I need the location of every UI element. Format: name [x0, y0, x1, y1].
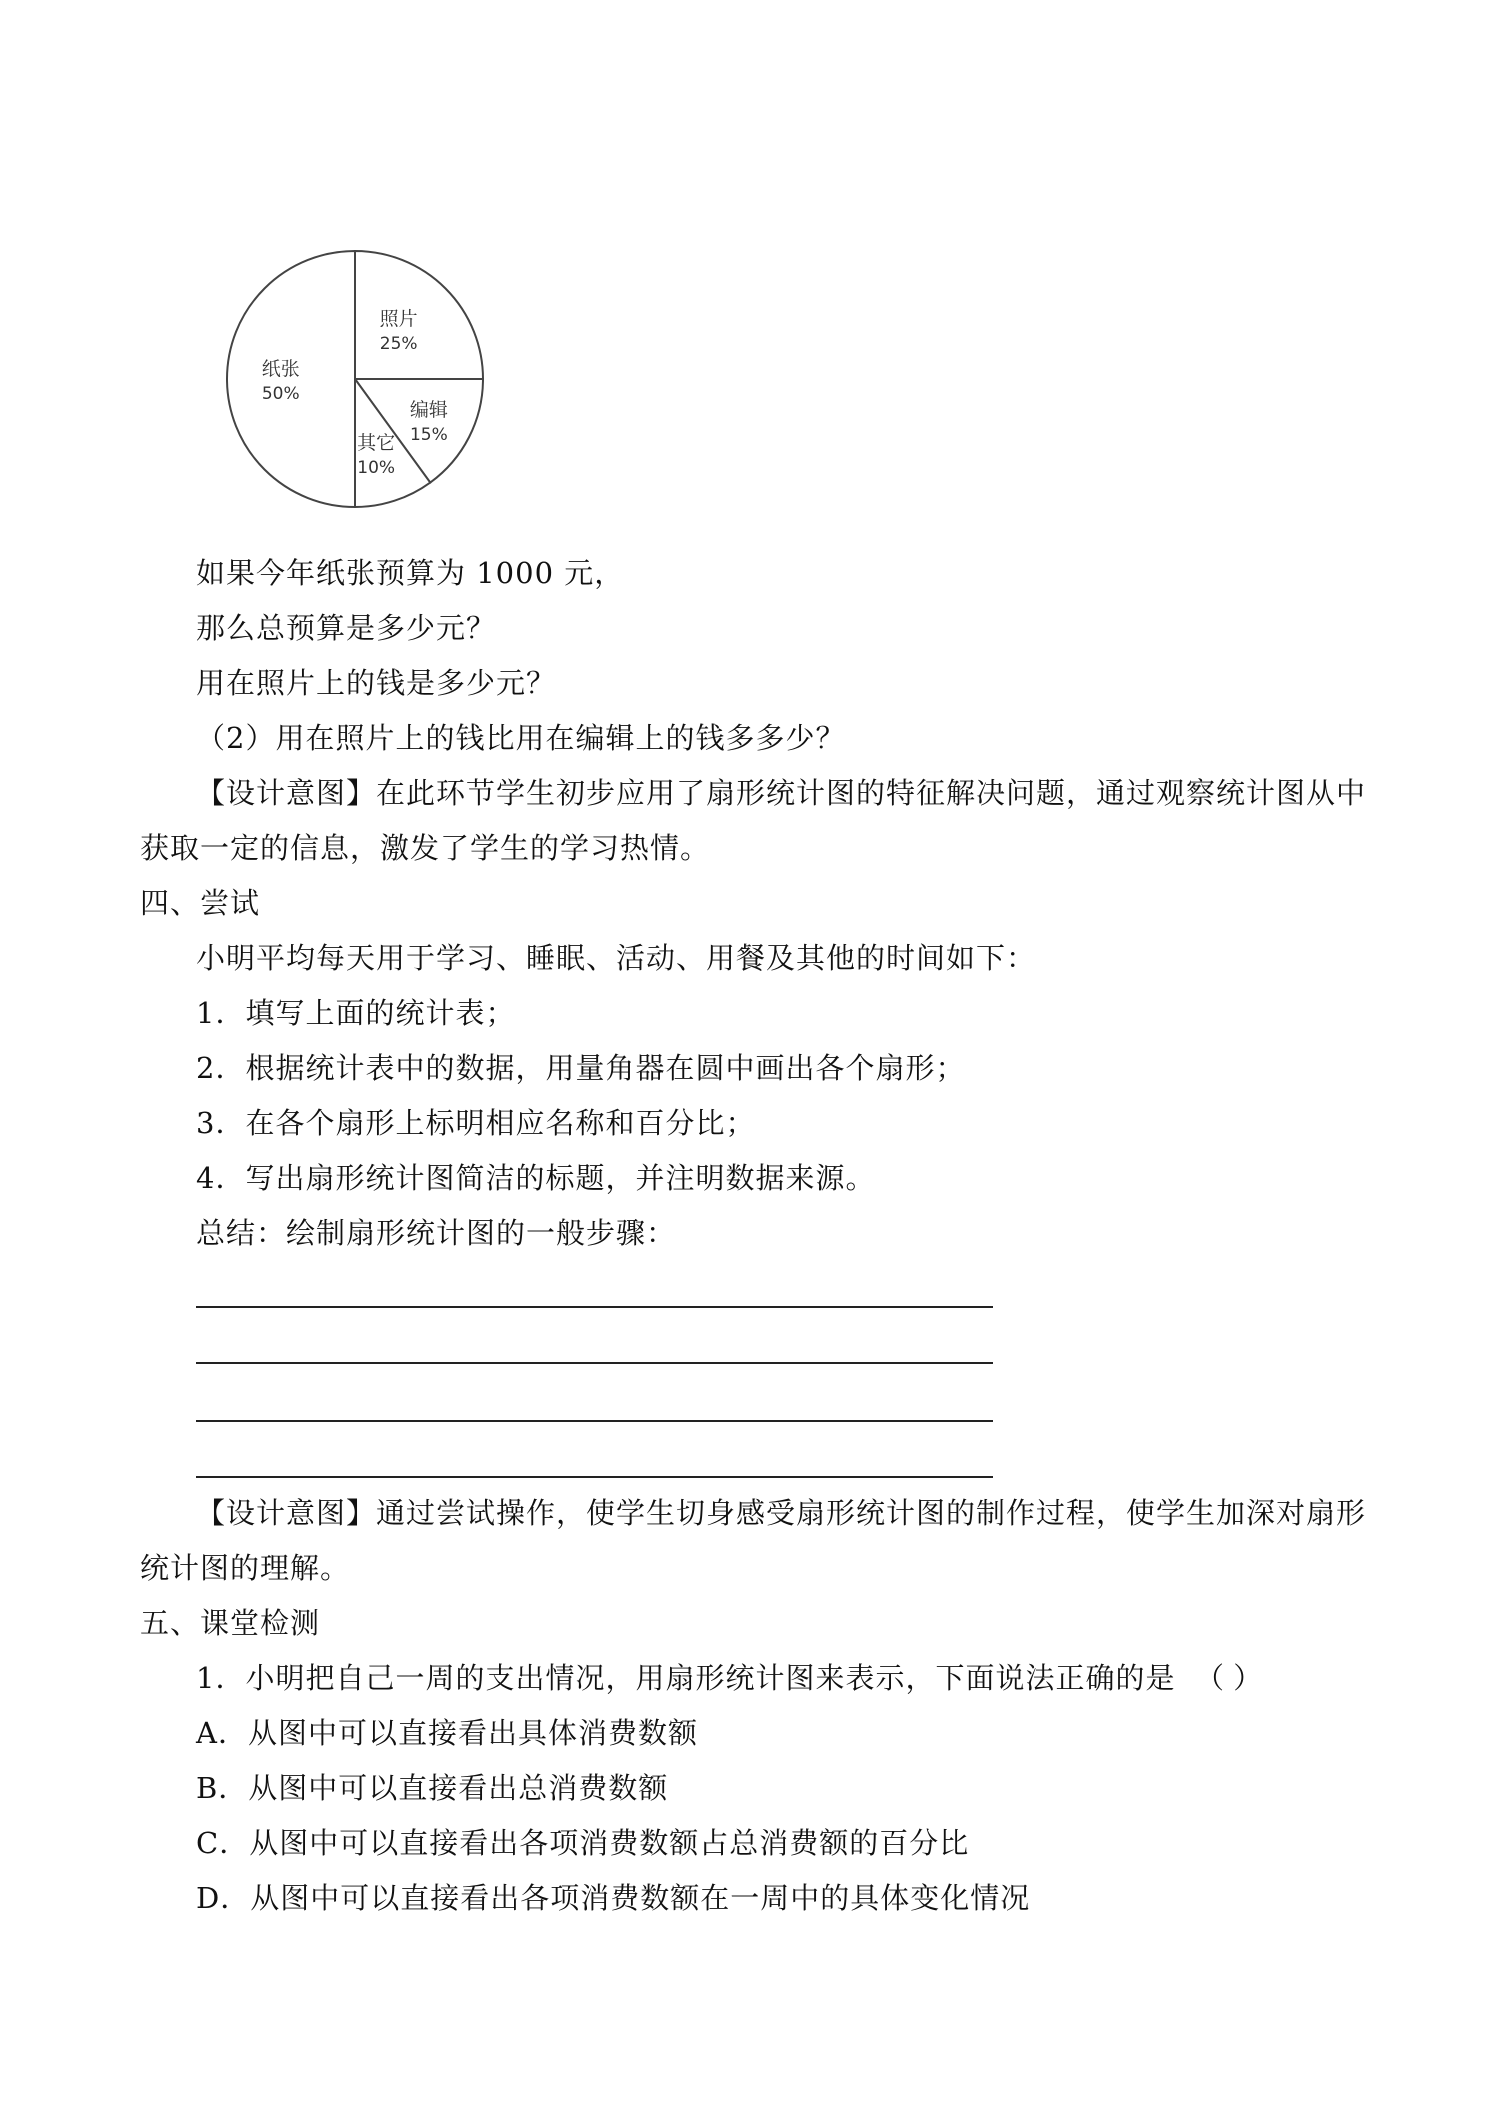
design-intent-2-line2: 统计图的理解。 — [140, 1551, 351, 1585]
design-intent-1-line2: 获取一定的信息，激发了学生的学习热情。 — [140, 831, 711, 865]
try-step-4: 4．写出扇形统计图简洁的标题，并注明数据来源。 — [196, 1161, 876, 1195]
design-intent-2-line1: 【设计意图】通过尝试操作，使学生切身感受扇形统计图的制作过程，使学生加深对扇形 — [196, 1496, 1367, 1530]
pie-slice-value-label: 10% — [357, 457, 396, 478]
try-step-1: 1．填写上面的统计表； — [196, 996, 516, 1030]
try-intro: 小明平均每天用于学习、睡眠、活动、用餐及其他的时间如下： — [196, 941, 1037, 975]
question-paper-budget: 如果今年纸张预算为 1000 元， — [196, 556, 625, 590]
answer-blank-line[interactable] — [196, 1476, 993, 1478]
try-step-2: 2．根据统计表中的数据，用量角器在圆中画出各个扇形； — [196, 1051, 966, 1085]
answer-blank-line[interactable] — [196, 1306, 993, 1308]
question-total-budget: 那么总预算是多少元？ — [196, 611, 497, 645]
pie-chart — [225, 240, 525, 520]
pie-slice-value-label: 50% — [261, 384, 300, 404]
answer-blank-line[interactable] — [196, 1362, 993, 1364]
pie-slice-value-label: 25% — [379, 333, 418, 354]
option-a: A．从图中可以直接看出具体消费数额 — [196, 1716, 698, 1750]
option-c: C．从图中可以直接看出各项消费数额占总消费额的百分比 — [196, 1826, 970, 1860]
summary-prompt: 总结：绘制扇形统计图的一般步骤： — [196, 1216, 677, 1250]
answer-blank-line[interactable] — [196, 1420, 993, 1422]
design-intent-1-line1: 【设计意图】在此环节学生初步应用了扇形统计图的特征解决问题，通过观察统计图从中 — [196, 776, 1367, 810]
pie-slice-label: 其它 — [357, 431, 396, 454]
test-question-1: 1．小明把自己一周的支出情况，用扇形统计图来表示，下面说法正确的是 — [196, 1661, 1176, 1695]
option-d: D．从图中可以直接看出各项消费数额在一周中的具体变化情况 — [196, 1881, 1031, 1915]
pie-slice — [355, 251, 483, 379]
question-photo-vs-edit: （2）用在照片上的钱比用在编辑上的钱多多少？ — [196, 721, 846, 755]
question-photo-money: 用在照片上的钱是多少元？ — [196, 666, 557, 700]
section-heading-try: 四、尝试 — [140, 886, 261, 920]
option-b: B．从图中可以直接看出总消费数额 — [196, 1771, 669, 1805]
try-step-3: 3．在各个扇形上标明相应名称和百分比； — [196, 1106, 756, 1140]
pie-slice-label: 纸张 — [261, 358, 300, 380]
pie-slice-value-label: 15% — [409, 424, 448, 445]
answer-parentheses[interactable]: （ ） — [1195, 1661, 1263, 1695]
pie-slice-label: 编辑 — [409, 398, 448, 421]
pie-slice-label: 照片 — [379, 307, 418, 330]
section-heading-class-test: 五、课堂检测 — [140, 1606, 321, 1640]
